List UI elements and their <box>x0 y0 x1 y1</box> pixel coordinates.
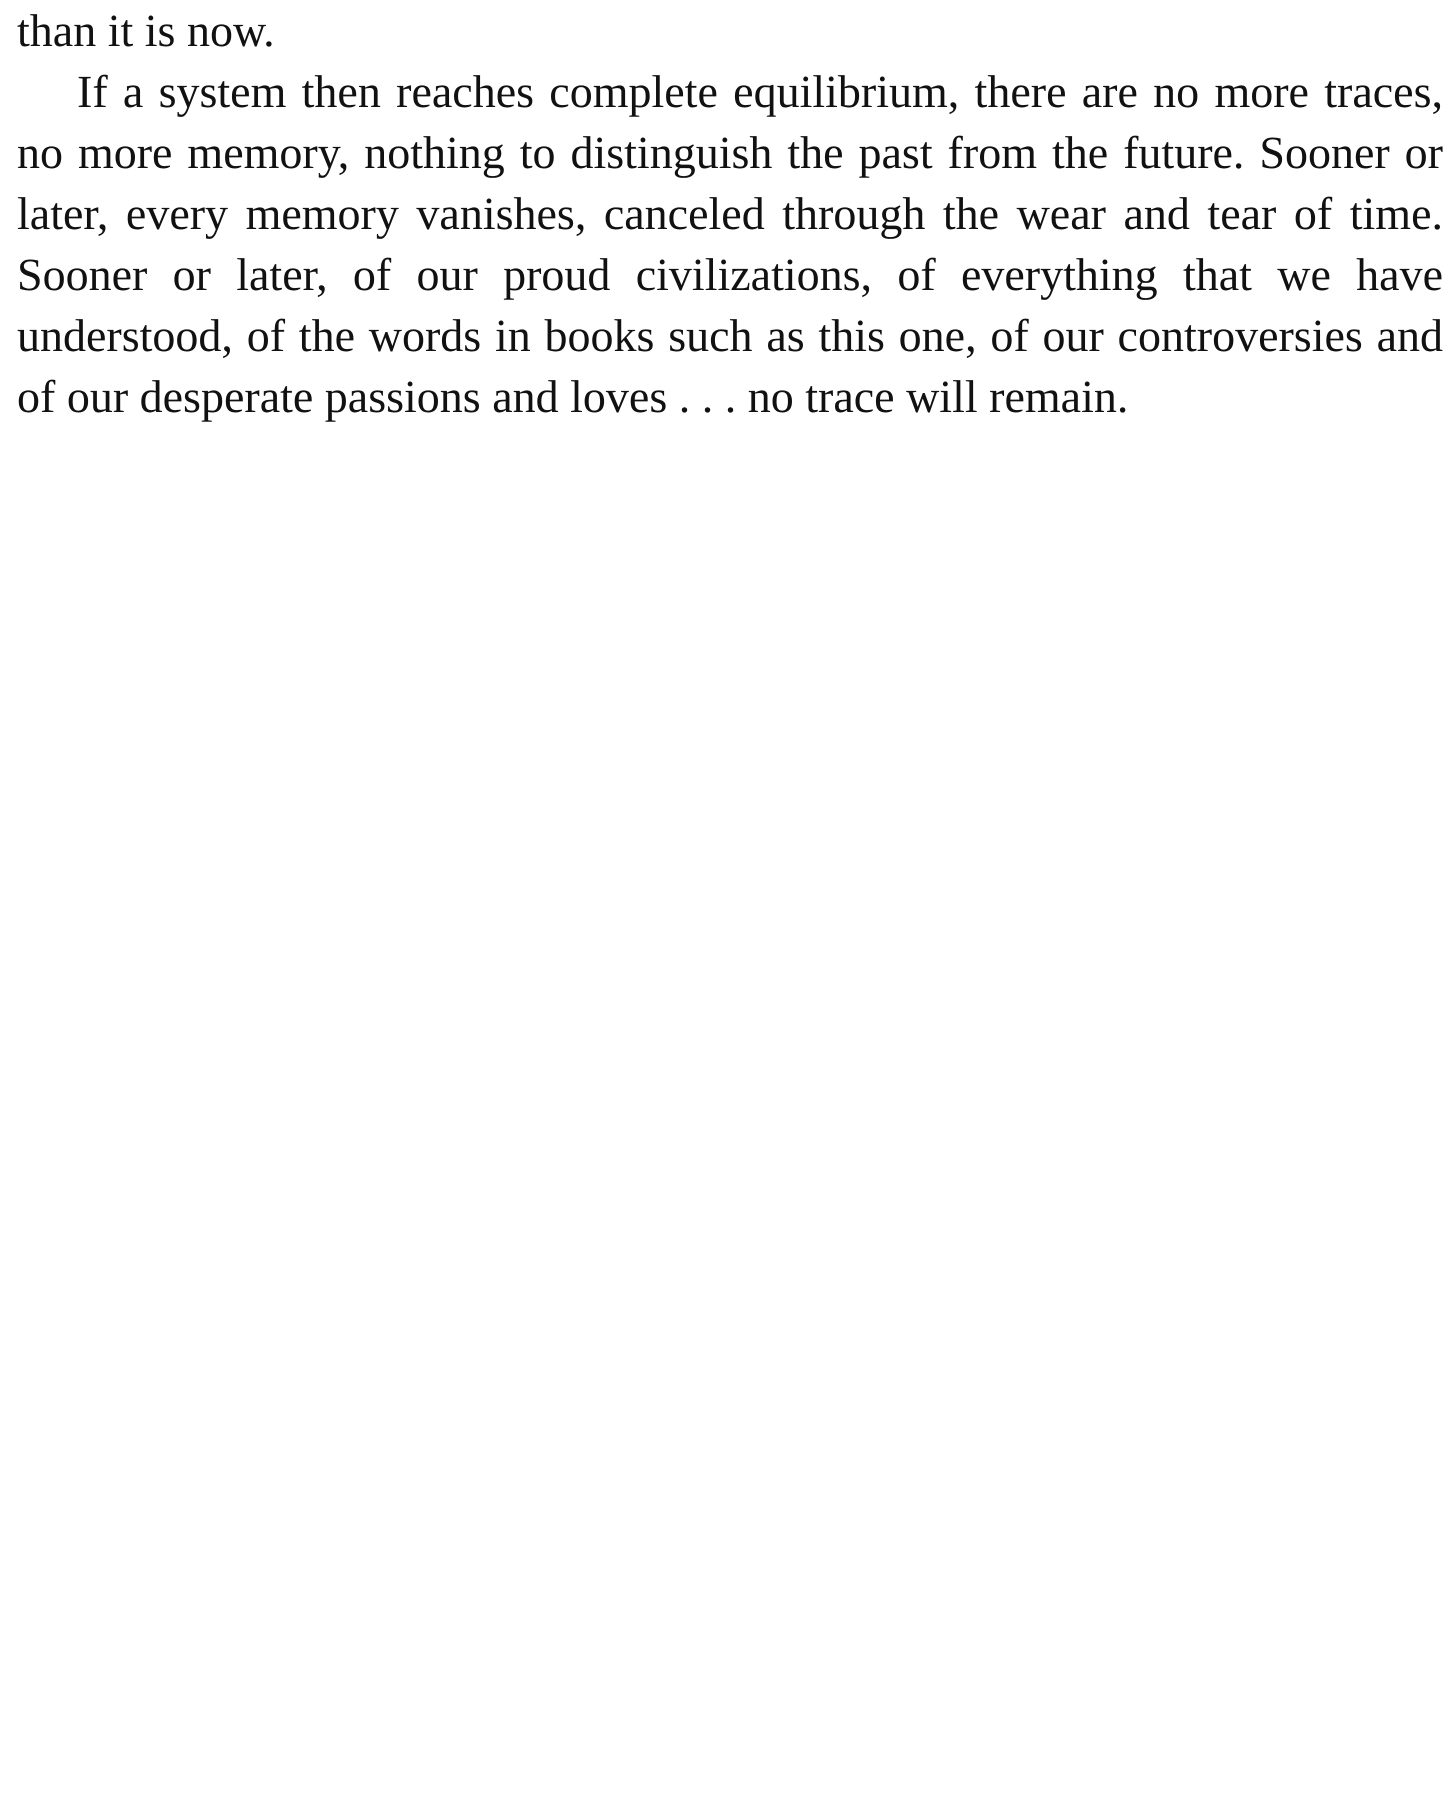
paragraph-continuation: than it is now. <box>17 5 275 56</box>
paragraph-equilibrium: If a system then reaches complete equilibrium, there are no more traces, no more memory, nothing to distinguish the past from the future. Sooner or later, every memory vanishes, canceled through the wear and tear of time. Sooner or later, of our proud civilizations, of everything that we have understood, of the words in books such as this one, of our controversies and of our desperate passions and loves . . . no trace will remain. <box>17 66 1443 422</box>
page-body <box>17 0 1443 427</box>
